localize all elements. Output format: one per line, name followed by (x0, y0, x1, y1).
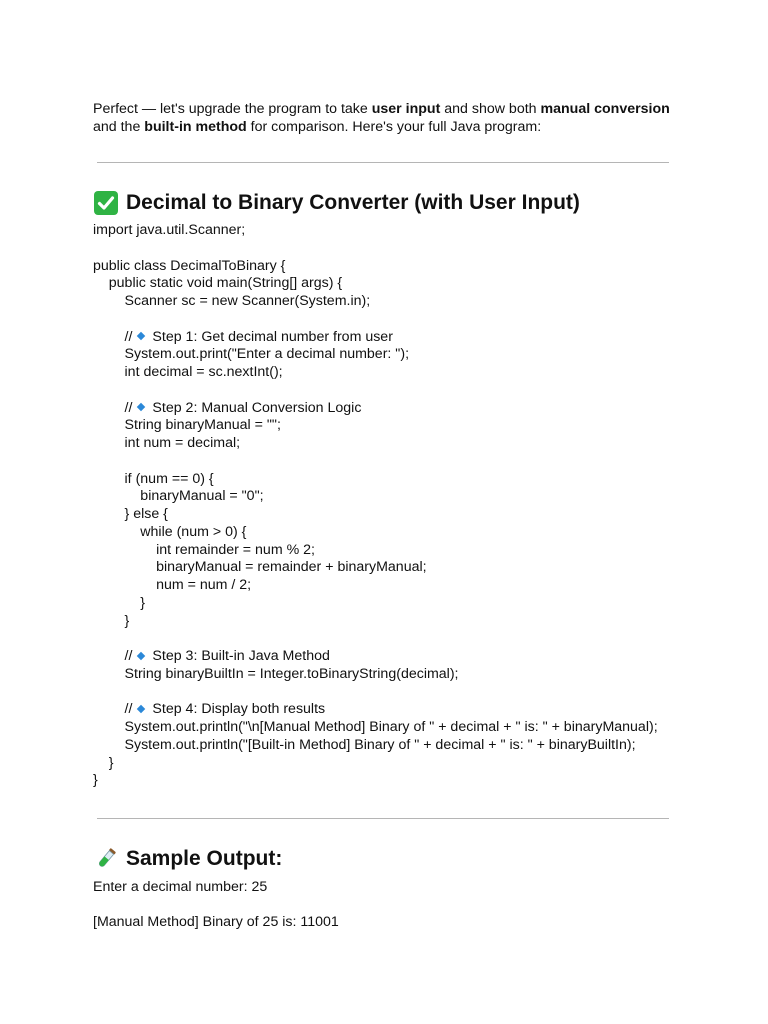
code-line: import java.util.Scanner; (93, 222, 246, 238)
code-line: Scanner sc = new Scanner(System.in); (93, 293, 371, 309)
section-heading-converter (93, 190, 580, 216)
code-line: while (num > 0) { (93, 523, 247, 540)
code-line: System.out.println("\n[Manual Method] Binary of " + decimal + " is: " + binaryManual); (93, 719, 658, 735)
intro-bold-built-in-method: built-in method (144, 119, 247, 135)
code-line: binaryManual = "0"; (93, 488, 264, 505)
small-blue-diamond-icon (137, 652, 145, 660)
intro-paragraph (93, 100, 673, 136)
code-line (93, 684, 658, 702)
intro-bold-user-input: user input (371, 101, 441, 117)
intro-text-1: Perfect — let's upgrade the program to take (93, 101, 372, 117)
intro-text-3: and the (93, 119, 145, 135)
code-line: binaryManual = remainder + binaryManual; (93, 559, 427, 576)
section-title: Sample Output: (126, 847, 283, 870)
small-blue-diamond-icon (137, 332, 145, 340)
test-tube-icon (93, 846, 119, 872)
code-line (93, 382, 658, 400)
code-line: // Step 1: Get decimal number from user (93, 328, 393, 345)
code-line: } (93, 594, 146, 611)
code-line (93, 453, 658, 471)
section-title: Decimal to Binary Converter (with User Input) (126, 191, 580, 214)
code-line: String binaryManual = ""; (93, 417, 281, 434)
intro-bold-manual-conversion: manual conversion (540, 101, 670, 117)
code-line: } (93, 612, 130, 629)
code-line (93, 240, 658, 258)
intro-text-4: for comparison. Here's your full Java program: (246, 119, 542, 135)
sample-output-line: [Manual Method] Binary of 25 is: 11001 (93, 914, 339, 930)
small-blue-diamond-icon (137, 403, 145, 411)
code-line: public static void main(String[] args) { (93, 275, 343, 292)
code-line: // Step 2: Manual Conversion Logic (93, 399, 362, 416)
code-line: } (93, 772, 98, 789)
code-line (93, 630, 658, 648)
sample-output-line: Enter a decimal number: 25 (93, 879, 268, 895)
code-line: num = num / 2; (93, 577, 252, 593)
code-line: int num = decimal; (93, 435, 241, 451)
code-line: int decimal = sc.nextInt(); (93, 364, 283, 380)
code-block (93, 222, 658, 790)
section-heading-sample-output (93, 846, 282, 872)
code-line: System.out.println("[Built-in Method] Binary of " + decimal + " is: " + binaryBuiltIn); (93, 736, 636, 753)
code-line: String binaryBuiltIn = Integer.toBinaryString(decimal); (93, 665, 459, 682)
code-line: int remainder = num % 2; (93, 541, 315, 558)
horizontal-divider (97, 818, 669, 819)
small-blue-diamond-icon (137, 705, 145, 713)
intro-text-2: and show both (440, 101, 541, 117)
code-line (93, 311, 658, 329)
code-line: public class DecimalToBinary { (93, 257, 286, 274)
code-line: } (93, 754, 114, 771)
horizontal-divider (97, 162, 669, 163)
code-line: // Step 3: Built-in Java Method (93, 648, 330, 664)
check-mark-icon (93, 190, 119, 216)
code-line: } else { (93, 506, 168, 522)
code-line: // Step 4: Display both results (93, 701, 326, 718)
code-line: if (num == 0) { (93, 470, 214, 487)
code-line: System.out.print("Enter a decimal number: "); (93, 346, 410, 363)
